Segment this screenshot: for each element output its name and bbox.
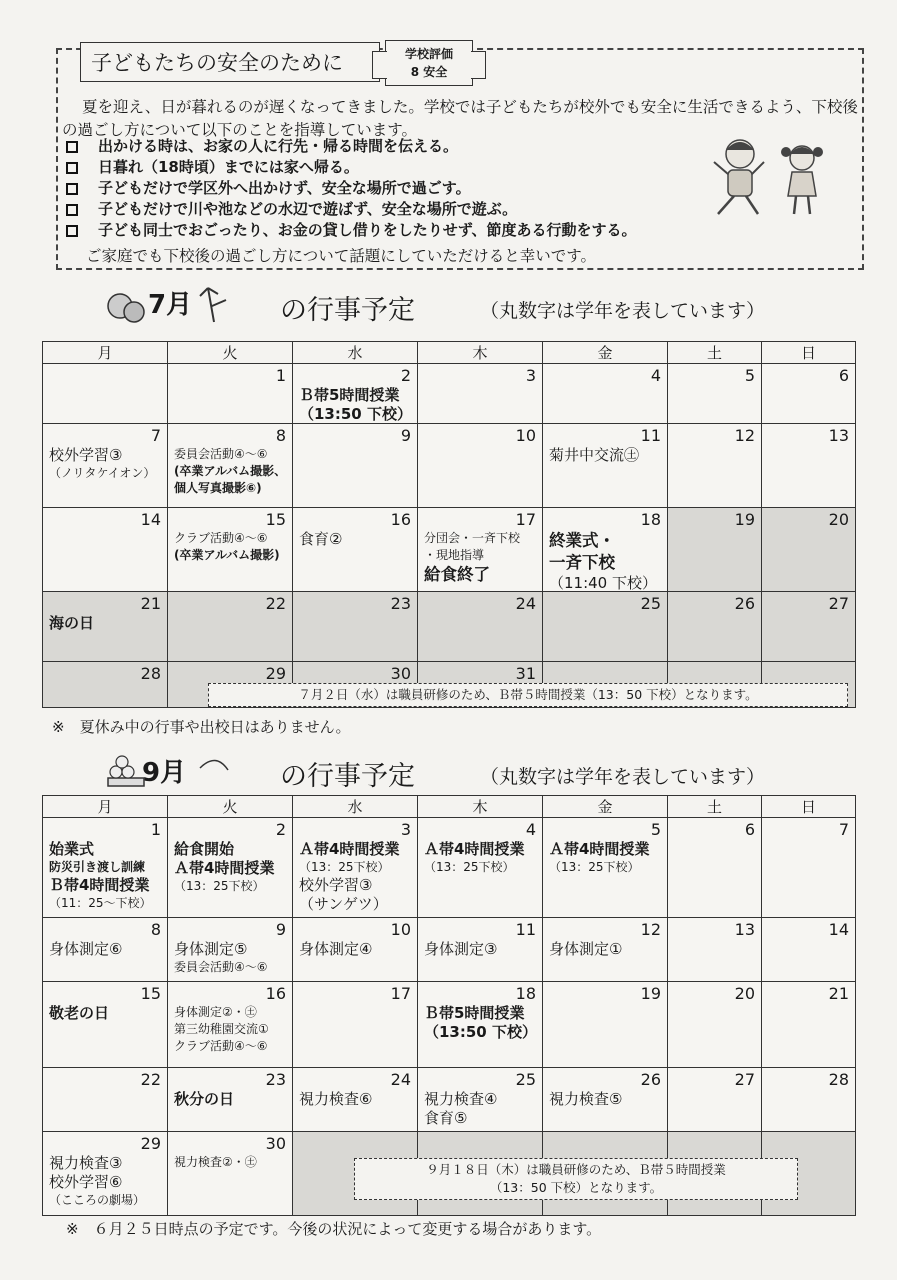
event-line: 身体測定③ [424,940,498,958]
event-line: （11：25～下校） [49,896,152,910]
safety-title: 子どもたちの安全のために [80,42,380,82]
day-cell [168,818,293,918]
day-number: 18 [515,984,536,1003]
day-number: 12 [640,920,661,939]
event-line: （ノリタケイオン） [49,466,156,480]
day-number: 9 [400,426,411,445]
event-line: 視力検査④ [424,1090,498,1108]
day-number: 16 [390,510,411,529]
event-line: 食育⑤ [424,1109,468,1127]
day-number: 31 [515,664,536,683]
day-number: 11 [640,426,661,445]
september-grade-note: （丸数字は学年を表しています） [480,766,766,788]
day-events [299,1090,413,1109]
week-row [43,1068,856,1132]
day-number: 2 [275,820,286,839]
event-line: クラブ活動④～⑥ [174,1039,268,1053]
event-line: 委員会活動④～⑥ [174,960,268,974]
day-number: 14 [140,510,161,529]
day-cell [418,818,543,918]
day-cell [168,508,293,592]
september-note-line-1: ９月１８日（木）は職員研修のため、Ｂ帯５時間授業 [426,1162,726,1177]
day-cell [418,982,543,1068]
day-cell [418,918,543,982]
weekday-header: 月 [43,342,168,364]
day-number: 7 [838,820,849,839]
day-events [424,940,538,959]
day-number: 24 [390,1070,411,1089]
checkbox-icon [66,162,78,174]
day-cell [762,818,856,918]
day-cell [293,364,418,424]
day-number: 24 [515,594,536,613]
day-number: 22 [140,1070,161,1089]
day-number: 4 [650,366,661,385]
event-line: Ａ帯4時間授業 [299,840,400,858]
day-cell [168,1132,293,1216]
children-illustration [708,132,838,222]
event-line: (卒業アルバム撮影) [174,548,280,562]
day-cell [293,982,418,1068]
event-line: 菊井中交流㊏ [549,446,640,464]
day-events [174,1004,288,1055]
day-number: 29 [265,664,286,683]
day-events [424,840,538,876]
event-line: Ａ帯4時間授業 [424,840,525,858]
day-number: 13 [734,920,755,939]
week-row [43,364,856,424]
day-events [424,1004,538,1042]
rule-text: 子ども同士でおごったり、お金の貸し借りをしたりせず、節度ある行動をする。 [98,221,637,239]
day-number: 15 [265,510,286,529]
day-events [49,840,163,912]
event-line: 校外学習⑥ [49,1173,123,1191]
event-line: （13:50 下校） [299,405,412,423]
weekday-header: 金 [543,342,668,364]
event-line: 身体測定⑤ [174,940,248,958]
day-number: 4 [525,820,536,839]
day-cell [668,592,762,662]
day-number: 27 [828,594,849,613]
event-line: 校外学習③ [49,446,123,464]
event-line: 敬老の日 [49,1004,110,1022]
event-line: Ｂ帯5時間授業 [424,1004,525,1022]
day-cell [43,1068,168,1132]
rule-item [66,157,746,178]
day-number: 6 [838,366,849,385]
july-calendar [42,341,856,708]
day-cell [43,508,168,592]
day-cell [543,918,668,982]
september-heading: の行事予定 [280,761,415,792]
september-badge-label: 9月 [142,758,187,788]
day-cell [543,818,668,918]
week-row [43,592,856,662]
event-line: ・現地指導 [424,548,485,562]
july-badge-label: 7月 [148,290,193,320]
day-events [299,840,413,914]
day-number: 5 [650,820,661,839]
rule-text: 日暮れ（18時頃）までには家へ帰る。 [98,158,359,176]
checkbox-icon [66,225,78,237]
event-line: 一斉下校 [549,553,615,572]
day-number: 21 [140,594,161,613]
day-events [49,446,163,482]
weekday-header: 日 [762,342,856,364]
day-events [49,1154,163,1209]
day-number: 28 [140,664,161,683]
checkbox-icon [66,183,78,195]
event-line: 防災引き渡し訓練 [49,860,146,874]
day-cell [543,982,668,1068]
day-cell [293,1068,418,1132]
event-line: 始業式 [49,840,95,858]
event-line: 身体測定① [549,940,623,958]
day-number: 25 [640,594,661,613]
day-number: 7 [150,426,161,445]
day-cell [43,918,168,982]
day-cell [762,508,856,592]
day-events [424,530,538,586]
event-line: Ａ帯4時間授業 [549,840,650,858]
day-cell [293,918,418,982]
event-line: 身体測定④ [299,940,373,958]
day-number: 19 [640,984,661,1003]
event-line: 食育② [299,530,343,548]
badge-line-1: 学校評価 [404,47,453,61]
day-cell [293,818,418,918]
week-row [43,982,856,1068]
event-line: Ｂ帯5時間授業 [299,386,400,404]
day-events [49,1004,163,1023]
day-cell [543,508,668,592]
day-number: 1 [150,820,161,839]
week-row [43,918,856,982]
weekday-header: 木 [418,342,543,364]
day-cell [762,918,856,982]
weekday-header: 日 [762,796,856,818]
day-events [299,530,413,549]
day-number: 15 [140,984,161,1003]
day-events [174,940,288,976]
event-line: 視力検査⑤ [549,1090,623,1108]
week-row [43,818,856,918]
weekday-header: 水 [293,796,418,818]
weekday-header: 木 [418,796,543,818]
day-events [174,446,288,497]
weekday-header: 水 [293,342,418,364]
day-cell [543,424,668,508]
day-number: 3 [525,366,536,385]
day-number: 10 [390,920,411,939]
day-events [549,840,663,876]
rule-item [66,199,746,220]
day-cell [668,364,762,424]
event-line: 視力検査⑥ [299,1090,373,1108]
day-events [424,1090,538,1128]
day-number: 30 [390,664,411,683]
day-cell [668,918,762,982]
rule-item [66,136,746,157]
day-number: 17 [390,984,411,1003]
september-calendar [42,795,856,1216]
weekday-header: 金 [543,796,668,818]
day-number: 8 [275,426,286,445]
day-cell [418,592,543,662]
day-number: 3 [400,820,411,839]
day-number: 23 [265,1070,286,1089]
day-cell [543,364,668,424]
event-line: Ｂ帯4時間授業 [49,876,150,894]
day-number: 5 [744,366,755,385]
day-number: 13 [828,426,849,445]
day-number: 10 [515,426,536,445]
rule-item [66,178,746,199]
evaluation-badge [385,40,473,86]
day-events [549,530,663,593]
weekday-header: 土 [668,796,762,818]
day-cell [168,592,293,662]
day-number: 16 [265,984,286,1003]
day-number: 18 [640,510,661,529]
event-line: 給食開始 [174,840,235,858]
event-line: （サンゲツ） [299,895,388,913]
event-line: 視力検査③ [49,1154,123,1172]
day-cell [43,818,168,918]
day-number: 25 [515,1070,536,1089]
day-number: 11 [515,920,536,939]
day-cell [543,592,668,662]
day-cell [418,1068,543,1132]
day-number: 12 [734,426,755,445]
safety-intro: 夏を迎え、日が暮れるのが遅くなってきました。学校では子どもたちが校外でも安全に生活できるよう、下校後の過ごし方について以下のことを指導しています。 [62,98,858,139]
july-grade-note: （丸数字は学年を表しています） [480,300,766,322]
event-line: 海の日 [49,614,95,632]
day-number: 28 [828,1070,849,1089]
day-cell [43,424,168,508]
day-cell [762,982,856,1068]
event-line: 給食終了 [424,565,490,584]
day-events [299,940,413,959]
day-events [174,840,288,895]
day-cell [293,592,418,662]
rule-text: 子どもだけで川や池などの水辺で遊ばず、安全な場所で遊ぶ。 [98,200,518,218]
day-events [174,530,288,564]
day-cell [293,508,418,592]
september-staff-training-note [354,1158,798,1200]
july-heading: の行事予定 [280,295,415,326]
day-cell [43,662,168,708]
day-number: 30 [265,1134,286,1153]
day-cell [418,364,543,424]
week-row [43,508,856,592]
event-line: （13：25下校） [549,860,640,874]
safety-rules-list [66,136,746,241]
day-events [549,446,663,465]
day-cell [668,818,762,918]
september-note-line-2: （13：50 下校）となります。 [489,1180,663,1195]
day-events [49,614,163,633]
day-cell [762,424,856,508]
day-number: 2 [400,366,411,385]
day-number: 20 [828,510,849,529]
event-line: （11:40 下校） [549,574,657,592]
day-cell [168,1068,293,1132]
rule-text: 子どもだけで学区外へ出かけず、安全な場所で過ごす。 [98,179,471,197]
day-number: 19 [734,510,755,529]
day-cell [543,1068,668,1132]
event-line: （13：25下校） [299,860,390,874]
day-number: 29 [140,1134,161,1153]
event-line: 秋分の日 [174,1090,235,1108]
july-staff-training-note: ７月２日（水）は職員研修のため、Ｂ帯５時間授業（13：50 下校）となります。 [208,683,848,707]
day-cell [418,424,543,508]
weekday-header-row [43,796,856,818]
day-cell [43,1132,168,1216]
day-cell [668,1068,762,1132]
event-line: 委員会活動④～⑥ [174,447,268,461]
day-cell [43,592,168,662]
event-line: （13:50 下校） [424,1023,537,1041]
event-line: （こころの劇場） [49,1193,146,1207]
event-line: Ａ帯4時間授業 [174,859,275,877]
day-number: 6 [744,820,755,839]
event-line: 視力検査②・㊏ [174,1155,257,1169]
weekday-header: 火 [168,796,293,818]
day-number: 14 [828,920,849,939]
day-cell [168,918,293,982]
rule-item [66,220,746,241]
checkbox-icon [66,141,78,153]
day-number: 9 [275,920,286,939]
day-cell [168,364,293,424]
event-line: 身体測定⑥ [49,940,123,958]
day-number: 27 [734,1070,755,1089]
event-line: 分団会・一斉下校 [424,531,521,545]
day-number: 26 [734,594,755,613]
day-cell [168,424,293,508]
day-cell [762,592,856,662]
day-cell [293,424,418,508]
day-cell [668,508,762,592]
day-number: 26 [640,1070,661,1089]
badge-line-2: 8 安全 [410,65,448,79]
day-number: 21 [828,984,849,1003]
event-line: （13：25下校） [174,879,265,893]
day-events [549,1090,663,1109]
day-number: 1 [275,366,286,385]
day-cell [668,424,762,508]
safety-closing: ご家庭でも下校後の過ごし方について話題にしていただけると幸いです。 [86,247,596,265]
day-cell [668,982,762,1068]
event-line: 校外学習③ [299,876,373,894]
weekday-header: 火 [168,342,293,364]
day-number: 20 [734,984,755,1003]
day-number: 22 [265,594,286,613]
event-line: 終業式・ [549,531,615,550]
september-footnote: ※ ６月２５日時点の予定です。今後の状況によって変更する場合があります。 [66,1220,602,1238]
day-number: 17 [515,510,536,529]
day-cell [43,982,168,1068]
day-cell [762,364,856,424]
event-line: 第三幼稚園交流① [174,1022,269,1036]
event-line: (卒業アルバム撮影、 [174,464,287,478]
day-events [174,1090,288,1109]
day-events [49,940,163,959]
day-events [174,1154,288,1171]
event-line: 身体測定②・㊏ [174,1005,257,1019]
event-line: 個人写真撮影⑥) [174,481,262,495]
rule-text: 出かける時は、お家の人に行先・帰る時間を伝える。 [98,137,459,155]
weekday-header: 月 [43,796,168,818]
weekday-header: 土 [668,342,762,364]
day-events [549,940,663,959]
day-cell [418,508,543,592]
event-line: （13：25下校） [424,860,515,874]
day-cell [762,1068,856,1132]
july-footnote: ※ 夏休み中の行事や出校日はありません。 [52,718,351,736]
day-number: 23 [390,594,411,613]
day-events [299,386,413,424]
week-row [43,424,856,508]
day-cell [168,982,293,1068]
day-cell [43,364,168,424]
checkbox-icon [66,204,78,216]
event-line: クラブ活動④～⑥ [174,531,268,545]
weekday-header-row [43,342,856,364]
day-number: 8 [150,920,161,939]
